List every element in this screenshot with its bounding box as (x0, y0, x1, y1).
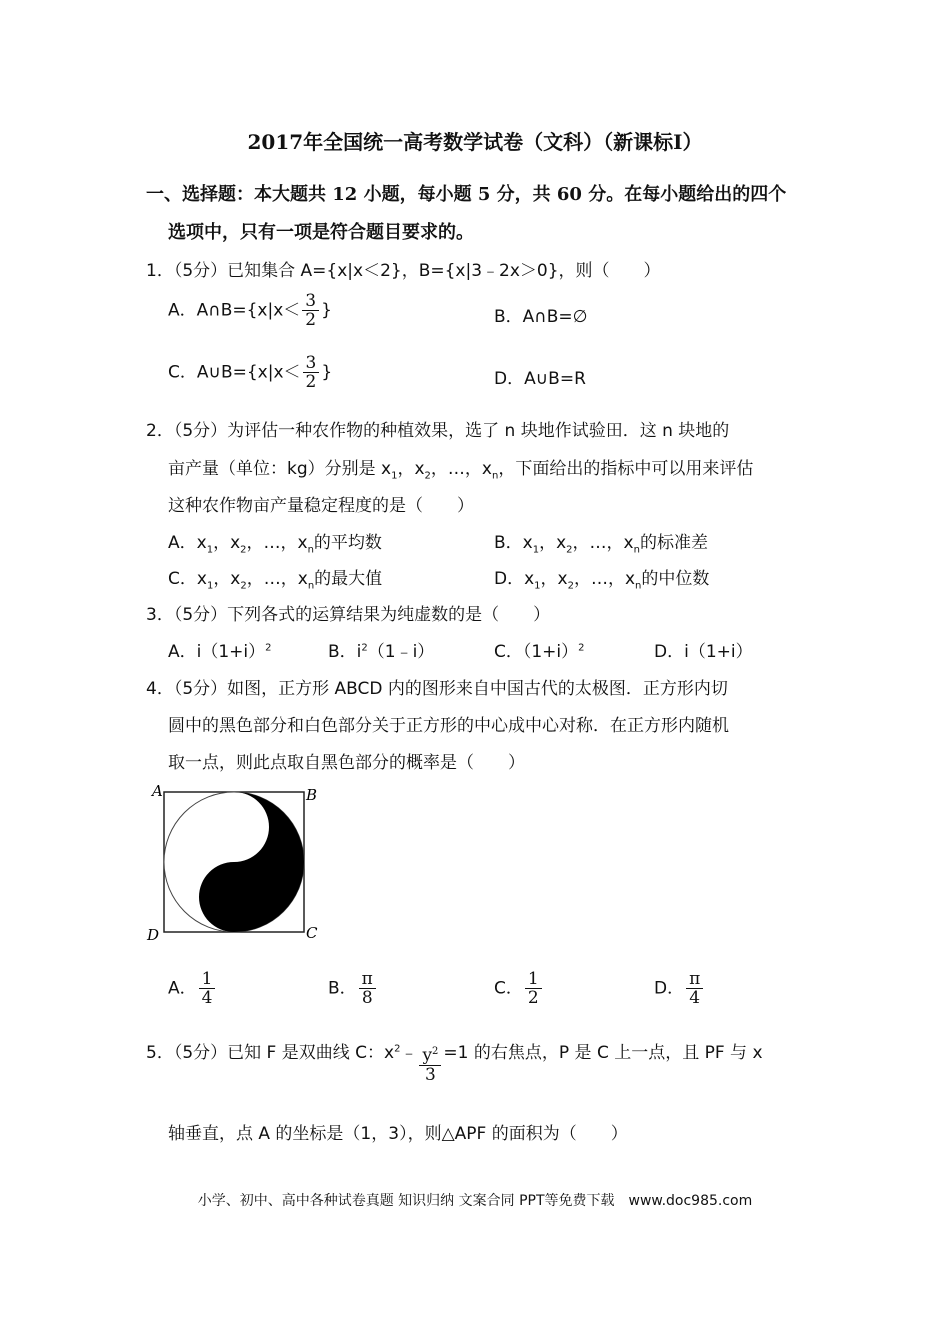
q2-d-label: D．x (494, 569, 535, 589)
q1-c-prefix: C．A∪B={x|x＜ (168, 362, 301, 383)
q2-c-label: C．x (168, 569, 207, 589)
q1-c-den: 2 (305, 372, 317, 392)
q2-line2-c: ，…，x (430, 459, 492, 479)
point-label-d: D (147, 926, 160, 944)
q3-stem: 3．（5分）下列各式的运算结果为纯虚数的是（ ） (146, 605, 551, 625)
q5-stem-line1 (146, 1038, 763, 1084)
q1-option-d: D．A∪B=R (494, 369, 586, 389)
q4-c-fraction (525, 970, 542, 1007)
q1-stem: 1．（5分）已知集合 A={x|x＜2}，B={x|3﹣2x＞0}，则（ ） (146, 261, 661, 281)
q3-option-d: D．i（1+i） (654, 642, 753, 662)
q3-option-c (494, 637, 585, 662)
q2-a-text: 的平均数 (313, 533, 382, 553)
q2-line2-sub1: 1 (391, 470, 398, 482)
q5-stem-line2: 轴垂直，点 A 的坐标是（1，3），则△APF 的面积为（ ） (168, 1124, 628, 1144)
point-label-c: C (306, 924, 318, 942)
q1-a-prefix: A．A∩B={x|x＜ (168, 300, 301, 321)
q4-stem-line1: 4．（5分）如图，正方形 ABCD 内的图形来自中国古代的太极图．正方形内切 (146, 679, 728, 699)
q2-line2-subn: n (491, 470, 499, 482)
q2-a-sub1: 1 (206, 544, 214, 556)
section-heading-line2: 选项中，只有一项是符合题目要求的。 (168, 222, 474, 243)
q2-line2-d: ，下面给出的指标中可以用来评估 (498, 459, 754, 479)
q1-a-fraction (302, 292, 319, 329)
q1-a-num: 3 (302, 292, 319, 311)
q2-stem-line1: 2．（5分）为评估一种农作物的种植效果，选了 n 块地作试验田．这 n 块地的 (146, 421, 730, 441)
q5-sup: 2 (394, 1043, 401, 1055)
q2-c-sub1: 1 (206, 580, 214, 592)
q5-post: =1 的右焦点，P 是 C 上一点，且 PF 与 x (443, 1043, 763, 1063)
q2-a-sub2: 2 (240, 544, 247, 556)
q3-a-text: A．i（1+i） (168, 642, 266, 662)
q2-line2-sub2: 2 (424, 470, 431, 482)
q3-c-text: C．（1+i） (494, 642, 579, 662)
q2-option-a (168, 528, 382, 555)
q4-option-b (328, 970, 378, 1007)
q2-line2-a: 亩产量（单位：kg）分别是 x (168, 459, 392, 479)
q5-frac-num (419, 1043, 441, 1066)
q2-b-subn: n (633, 544, 640, 556)
q4-stem-line3: 取一点，则此点取自黑色部分的概率是（ ） (168, 753, 525, 773)
q2-d-subn: n (635, 580, 642, 592)
q5-fraction (419, 1043, 441, 1084)
section-heading-line1: 一、选择题：本大题共 12 小题，每小题 5 分，共 60 分。在每小题给出的四个 (146, 184, 787, 205)
q4-b-den: 8 (361, 988, 373, 1008)
q4-a-den: 4 (201, 988, 213, 1008)
q2-d-sub1: 1 (534, 580, 541, 592)
q3-option-a (168, 637, 272, 662)
q2-a-sep: ，x (213, 533, 241, 553)
q2-d-text: 的中位数 (641, 569, 710, 589)
taiji-figure (140, 778, 330, 948)
q2-c-sep: ，x (213, 569, 241, 589)
q2-d-sep: ，x (540, 569, 568, 589)
q4-d-fraction (686, 970, 703, 1007)
q5-frac-num-sup: 2 (432, 1046, 439, 1058)
q3-c-sup: 2 (578, 642, 585, 654)
q4-a-fraction (199, 970, 216, 1007)
q5-minus: ﹣ (400, 1043, 418, 1063)
q3-a-sup: 2 (265, 642, 272, 654)
page-title: 2017年全国统一高考数学试卷（文科）（新课标I） (247, 130, 703, 154)
q2-c-subn: n (307, 580, 315, 592)
q3-b-pre: B．i (328, 642, 362, 662)
q2-c-sub2: 2 (240, 580, 247, 592)
q2-line2-b: ，x (397, 459, 425, 479)
q4-d-den: 4 (689, 988, 701, 1008)
q5-pre: 5．（5分）已知 F 是双曲线 C：x (146, 1043, 395, 1063)
taiji-diagram-svg (140, 778, 330, 948)
q4-option-c (494, 970, 544, 1007)
q2-option-c (168, 564, 382, 591)
q1-a-den: 2 (305, 310, 317, 330)
q1-a-suffix: } (321, 300, 332, 321)
q2-stem-line3: 这种农作物亩产量稳定程度的是（ ） (168, 496, 474, 516)
q5-frac-num-var: y (422, 1046, 433, 1066)
q5-frac-den: 3 (425, 1065, 436, 1085)
q4-d-label: D． (654, 978, 685, 999)
point-label-a: A (152, 782, 163, 800)
q1-c-fraction (303, 354, 320, 391)
q2-b-sub1: 1 (532, 544, 540, 556)
q1-option-c (168, 354, 332, 391)
black-dot (227, 890, 241, 904)
q2-option-b (494, 528, 708, 555)
q1-option-a (168, 292, 332, 329)
q2-d-ellipsis: ，…，x (573, 569, 636, 589)
q2-d-sub2: 2 (567, 580, 574, 592)
q4-a-label: A． (168, 978, 197, 999)
q4-option-a (168, 970, 217, 1007)
q2-b-ellipsis: ，…，x (572, 533, 634, 553)
q4-c-den: 2 (527, 988, 539, 1008)
q3-b-sup: 2 (361, 642, 368, 654)
q4-c-label: C． (494, 978, 523, 999)
q2-b-label: B．x (494, 533, 533, 553)
q2-a-subn: n (307, 544, 314, 556)
q2-a-label: A．x (168, 533, 207, 553)
q4-b-num: π (359, 970, 376, 989)
q3-b-post: （1﹣i） (367, 642, 435, 662)
q4-d-num: π (686, 970, 703, 989)
q4-option-d (654, 970, 705, 1007)
q4-a-num: 1 (199, 970, 216, 989)
q1-c-num: 3 (303, 354, 320, 373)
q4-stem-line2: 圆中的黑色部分和白色部分关于正方形的中心成中心对称．在正方形内随机 (168, 716, 729, 736)
q4-b-fraction (359, 970, 376, 1007)
white-dot (227, 820, 241, 834)
q2-c-ellipsis: ，…，x (246, 569, 308, 589)
q3-option-b (328, 637, 434, 662)
q2-b-sep: ，x (539, 533, 567, 553)
q1-c-suffix: } (321, 362, 333, 383)
q1-option-b: B．A∩B=∅ (494, 307, 588, 327)
q2-a-ellipsis: ，…，x (246, 533, 308, 553)
q2-c-text: 的最大值 (314, 569, 383, 589)
q2-b-text: 的标准差 (639, 533, 708, 553)
q2-option-d (494, 564, 709, 591)
q4-b-label: B． (328, 978, 357, 999)
q2-b-sub2: 2 (566, 544, 573, 556)
point-label-b: B (306, 786, 318, 804)
q4-c-num: 1 (525, 970, 542, 989)
footer-text: 小学、初中、高中各种试卷真题 知识归纳 文案合同 PPT等免费下载 www.doc985.com (197, 1193, 753, 1209)
q2-stem-line2 (168, 454, 753, 481)
